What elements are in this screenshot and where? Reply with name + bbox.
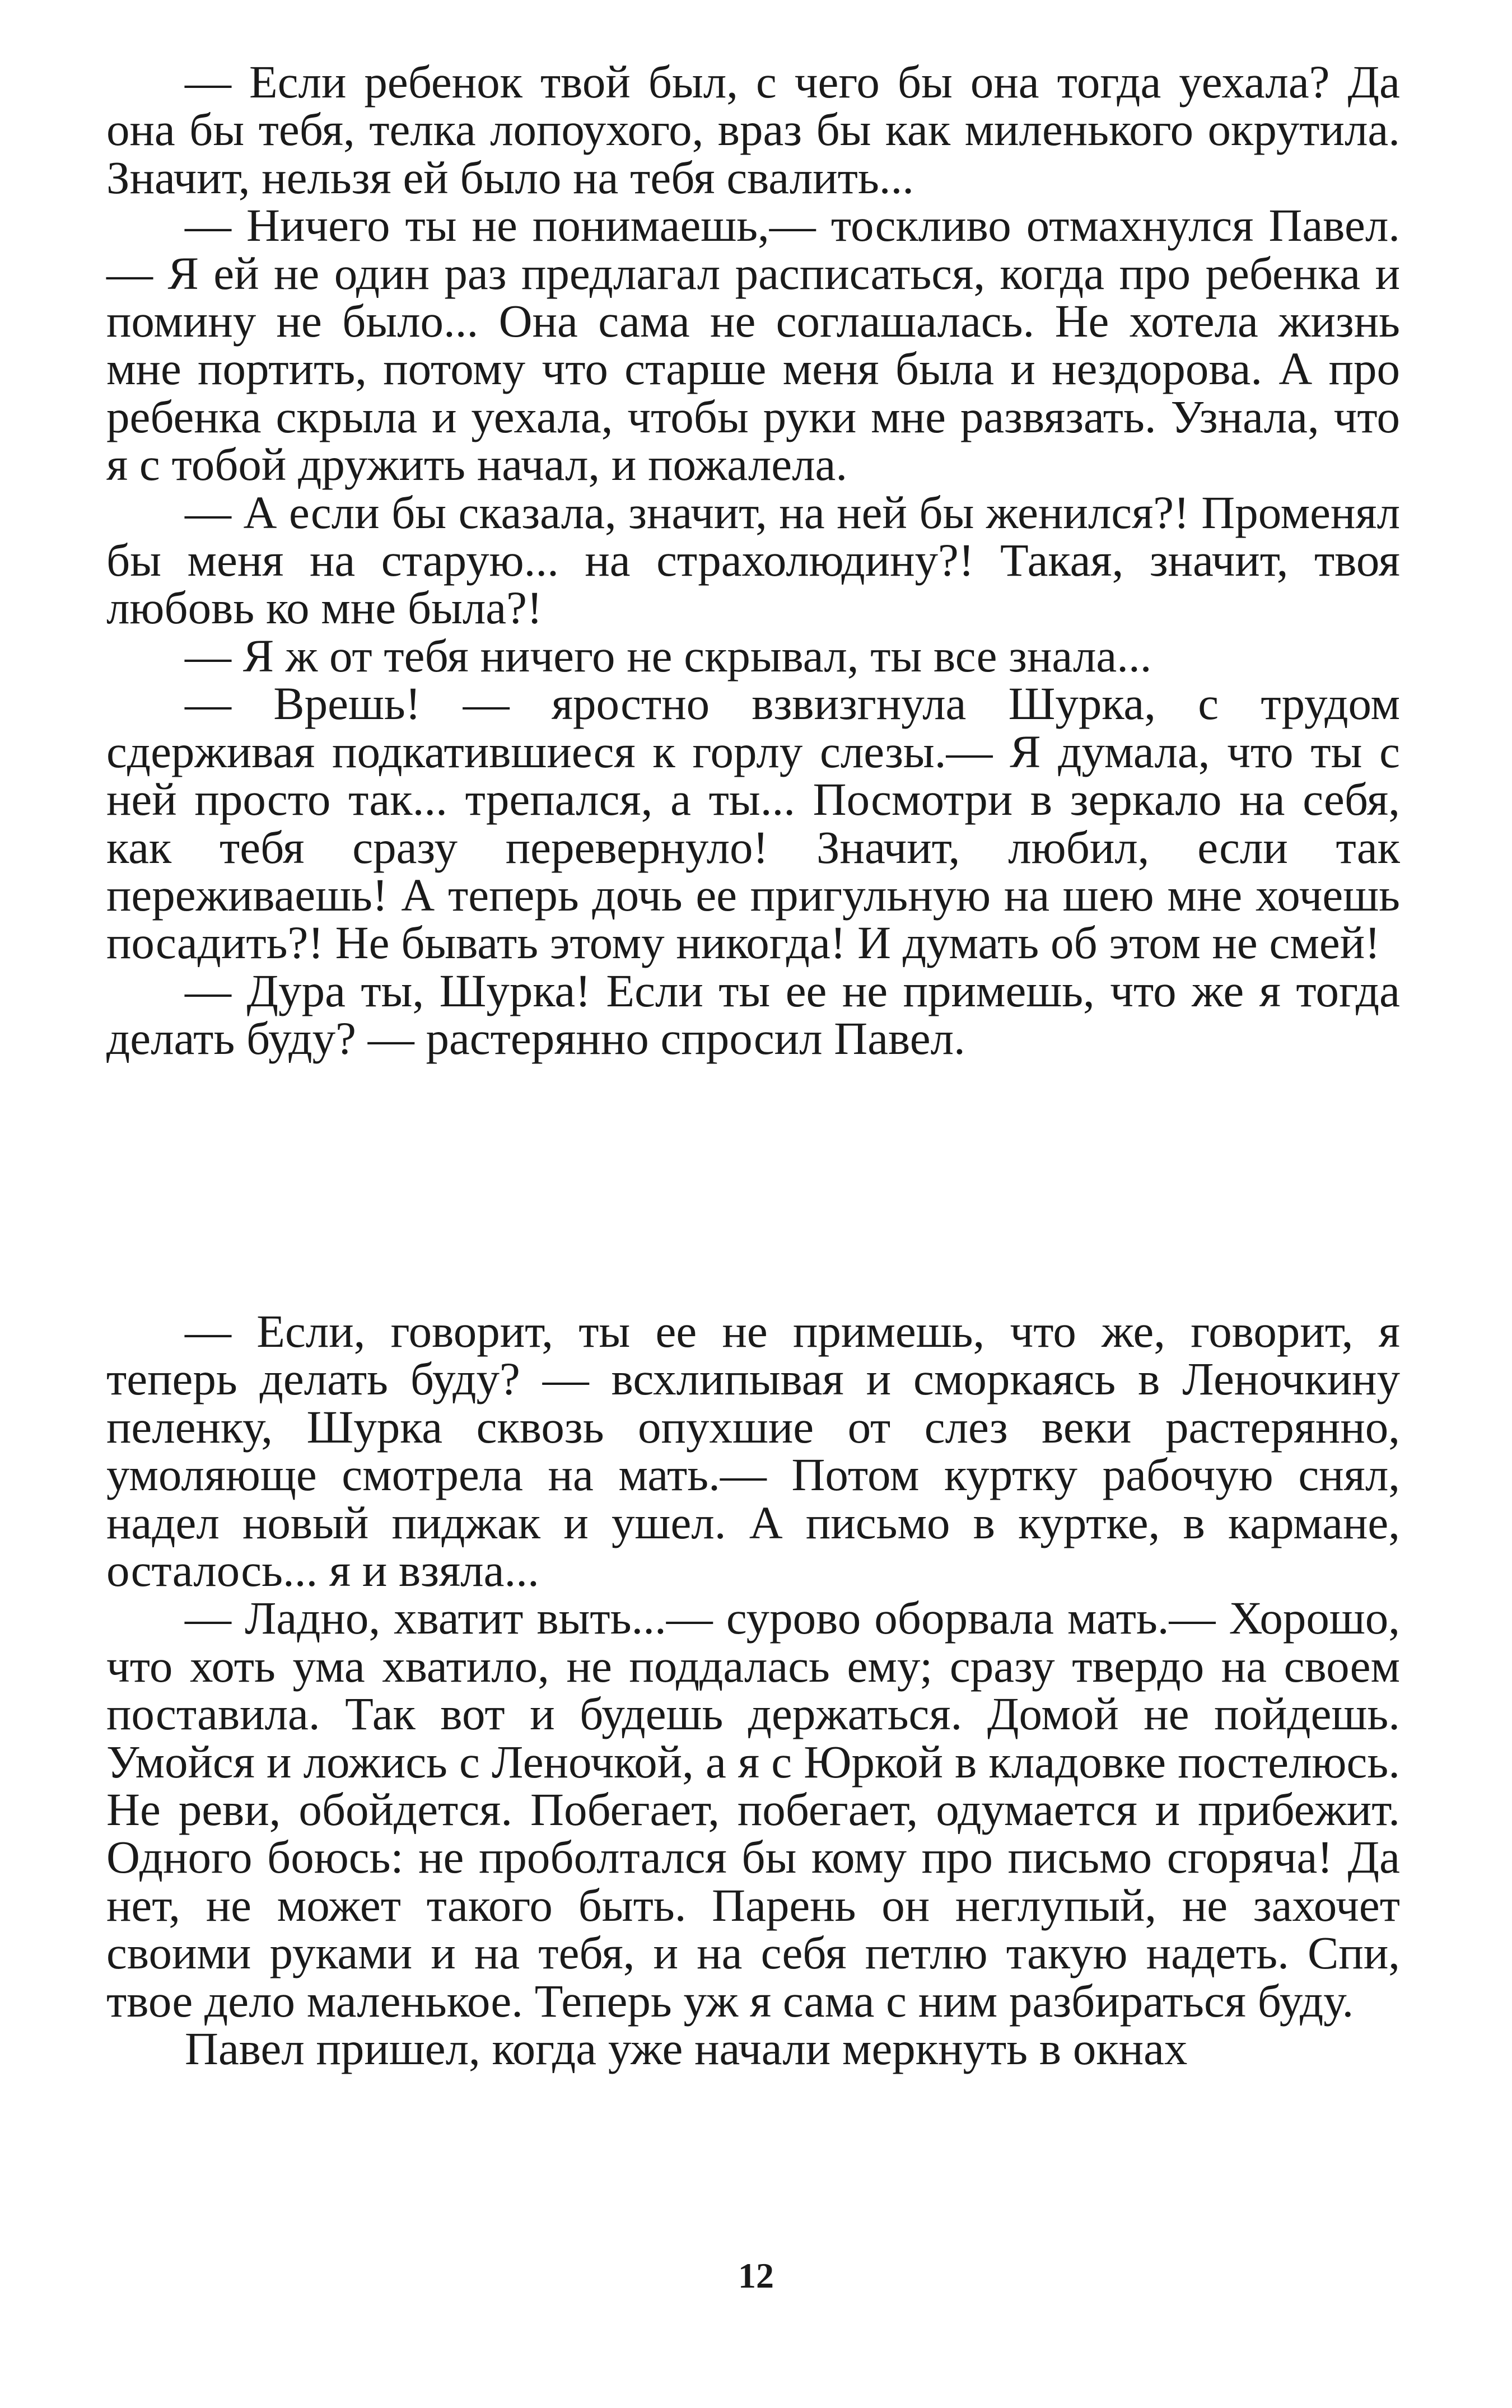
- page-number: 12: [738, 2256, 774, 2295]
- paragraph: — Ничего ты не понимаешь,— тоскливо отмахнулся Павел.— Я ей не один раз предлагал расписаться, когда про ребенка и помину не было... Она сама не соглашалась. Не хотела жизнь мне портить, потому что старше меня была и нездорова. А про ребенка скрыла и уехала, чтобы руки мне развязать. Узнала, что я с тобой дружить начал, и пожалела.: [106, 199, 1400, 491]
- paragraph: — Если, говорит, ты ее не примешь, что же, говорит, я теперь делать буду? — всхлипывая и сморкаясь в Леночкину пеленку, Шурка сквозь опухшие от слез веки растерянно, умоляюще смотрела на мать.— Потом куртку рабочую снял, надел новый пиджак и ушел. А письмо в куртке, в кармане, осталось... я и взяла...: [106, 1305, 1400, 1597]
- paragraph: — Врешь! — яростно взвизгнула Шурка, с трудом сдерживая подкатившиеся к горлу слезы.— Я думала, что ты с ней просто так... трепался, а ты... Посмотри в зеркало на себя, как тебя сразу перевернуло! Значит, любил, если так переживаешь! А теперь дочь ее пригульную на шею мне хочешь посадить?! Не бывать этому никогда! И думать об этом не смей!: [106, 678, 1400, 969]
- paragraph: — Ладно, хватит выть...— сурово оборвала мать.— Хорошо, что хоть ума хватило, не поддалась ему; сразу твердо на своем поставила. Так вот и будешь держаться. Домой не пойдешь. Умойся и ложись с Леночкой, а я с Юркой в кладовке постелюсь. Не реви, обойдется. Побегает, побегает, одумается и прибежит. Одного боюсь: не проболтался бы кому про письмо сгоряча! Да нет, не может такого быть. Парень он неглупый, не захочет своими руками и на тебя, и на себя петлю такую надеть. Спи, твое дело маленькое. Теперь уж я сама с ним разбираться буду.: [106, 1592, 1400, 2027]
- text-section-1: [106, 58, 1400, 1063]
- paragraph: — А если бы сказала, значит, на ней бы женился?! Променял бы меня на старую... на страхолюдину?! Такая, значит, твоя любовь ко мне была?!: [106, 486, 1400, 634]
- paragraph: — Дура ты, Шурка! Если ты ее не примешь, что же я тогда делать буду? — растерянно спросил Павел.: [106, 964, 1400, 1065]
- paragraph: — Я ж от тебя ничего не скрывал, ты все знала...: [185, 629, 1152, 682]
- paragraph: — Если ребенок твой был, с чего бы она тогда уехала? Да она бы тебя, телка лопоухого, враз бы как миленького окрутила. Значит, нельзя ей было на тебя свалить...: [106, 56, 1400, 203]
- text-section-2: [106, 1305, 1400, 2075]
- paragraph: Павел пришел, когда уже начали меркнуть в окнах: [185, 2023, 1188, 2075]
